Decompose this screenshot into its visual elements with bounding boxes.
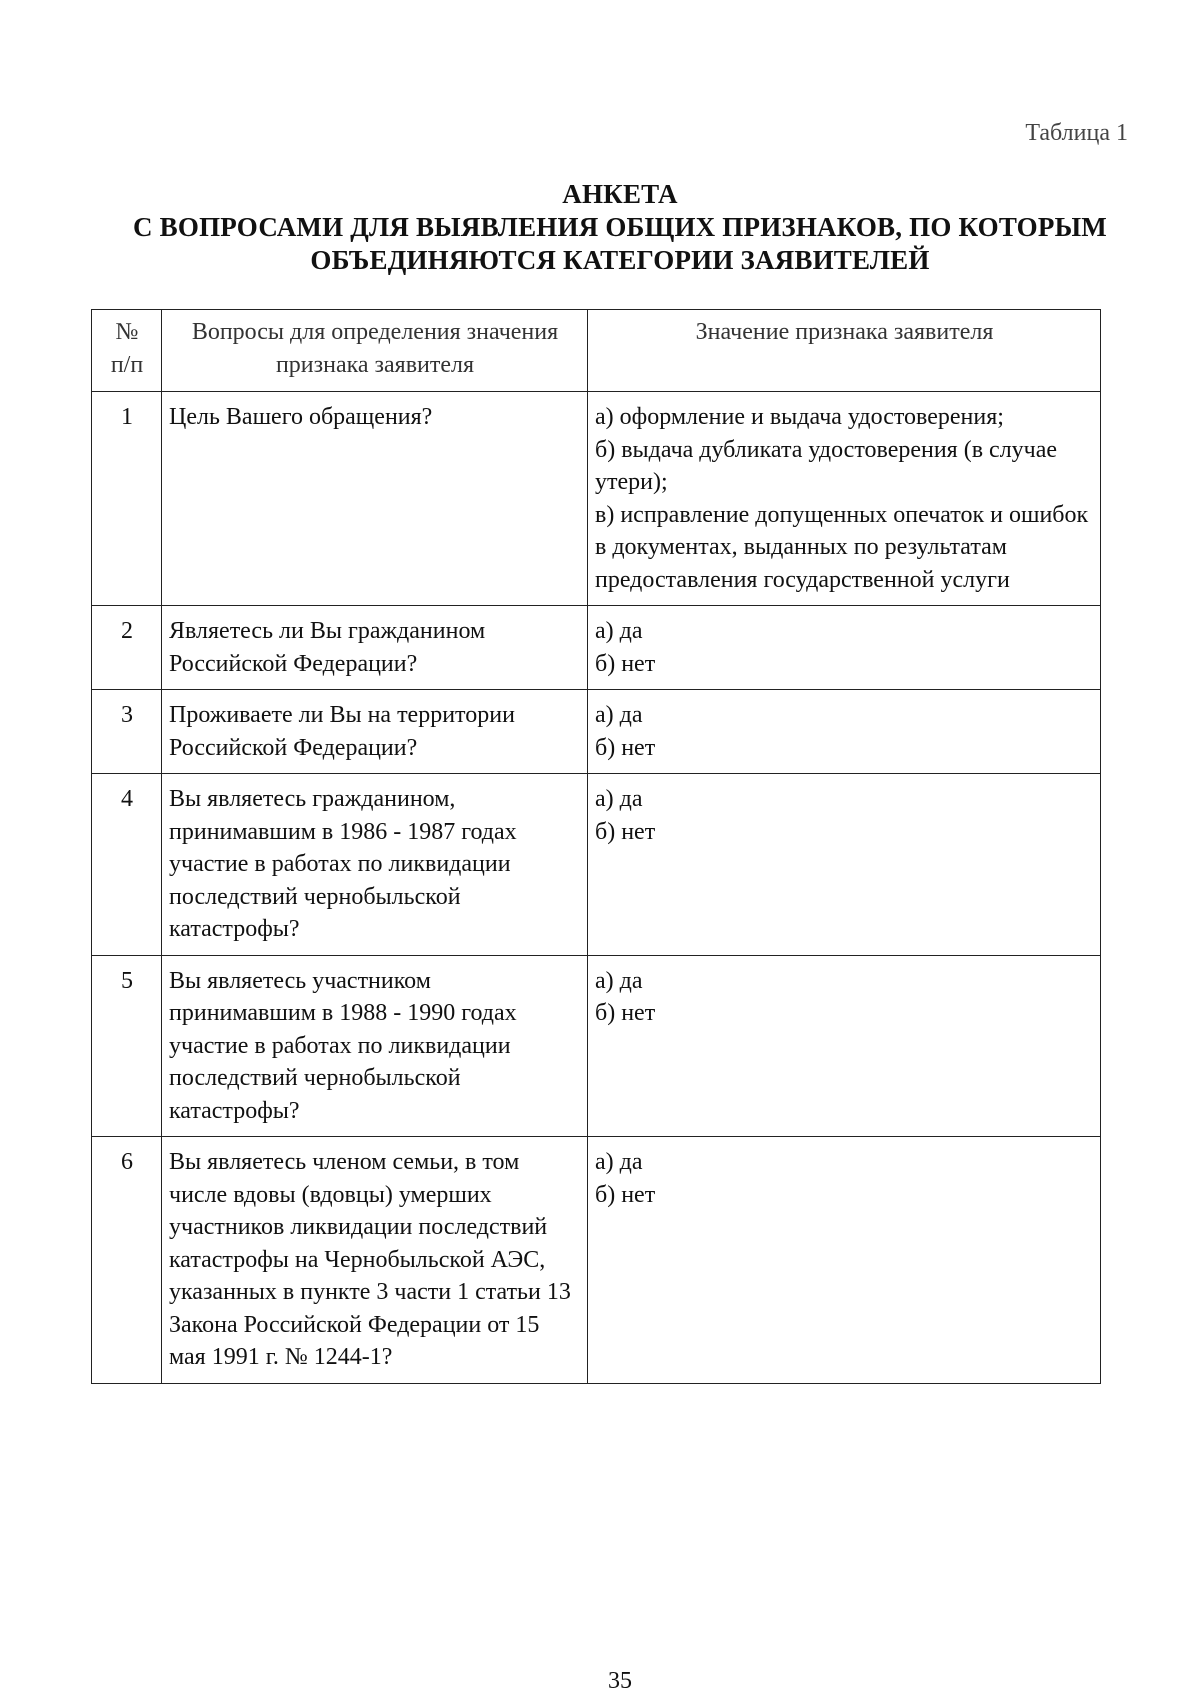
header-number-text: № п/п xyxy=(110,319,144,378)
table-row xyxy=(92,955,1101,1137)
row-number: 2 xyxy=(92,606,162,690)
row-answers xyxy=(588,955,1101,1137)
row-question: Проживаете ли Вы на территории Российской Федерации? xyxy=(162,690,588,774)
answer-option: б) нет xyxy=(595,650,656,677)
table-row xyxy=(92,606,1101,690)
row-number: 5 xyxy=(92,955,162,1137)
row-question: Цель Вашего обращения? xyxy=(162,392,588,606)
table-row xyxy=(92,690,1101,774)
table-row xyxy=(92,774,1101,956)
answer-option: б) нет xyxy=(595,818,656,845)
table-number-label: Таблица 1 xyxy=(1025,120,1128,146)
row-number: 1 xyxy=(92,392,162,606)
answer-option: в) исправление допущенных опечаток и ошибок в документах, выданных по результатам предоставления государственной услуги xyxy=(595,501,1089,593)
answer-option: б) нет xyxy=(595,1000,656,1026)
row-answers xyxy=(588,392,1101,606)
row-question: Являетесь ли Вы гражданином Российской Федерации? xyxy=(162,606,588,690)
row-number: 4 xyxy=(92,774,162,956)
row-answers xyxy=(588,774,1101,956)
row-number: 6 xyxy=(92,1137,162,1384)
row-answers xyxy=(588,690,1101,774)
table-header-row xyxy=(92,310,1101,392)
header-number xyxy=(92,310,162,392)
table-body xyxy=(92,392,1101,1384)
page-number: 35 xyxy=(608,1668,632,1694)
row-number: 3 xyxy=(92,690,162,774)
heading-line-2: С ВОПРОСАМИ ДЛЯ ВЫЯВЛЕНИЯ ОБЩИХ ПРИЗНАКОВ, ПО КОТОРЫМ xyxy=(133,212,1107,242)
row-answers xyxy=(588,1137,1101,1384)
answer-option: а) да xyxy=(595,967,643,994)
row-question: Вы являетесь членом семьи, в том числе вдовы (вдовцы) умерших участников ликвидации последствий катастрофы на Чернобыльской АЭС, указанных в пункте 3 части 1 статьи 13 Закона Российской Федерации от 15 мая 1991 г. № 1244-1? xyxy=(162,1137,588,1384)
table-row xyxy=(92,392,1101,606)
row-question: Вы являетесь участником принимавшим в 1988 - 1990 годах участие в работах по ликвидации последствий чернобыльской катастрофы? xyxy=(162,955,588,1137)
row-answers xyxy=(588,606,1101,690)
table-row xyxy=(92,1137,1101,1384)
heading-line-3: ОБЪЕДИНЯЮТСЯ КАТЕГОРИИ ЗАЯВИТЕЛЕЙ xyxy=(310,245,930,275)
answer-option: а) да xyxy=(595,702,643,728)
answer-option: б) нет xyxy=(595,1181,656,1208)
answer-option: а) да xyxy=(595,618,643,644)
answer-option: а) да xyxy=(595,1149,643,1175)
heading-line-1: АНКЕТА xyxy=(562,179,678,209)
header-question: Вопросы для определения значения признака заявителя xyxy=(162,310,588,392)
answer-option: а) да xyxy=(595,786,643,812)
answer-option: б) выдача дубликата удостоверения (в случае утери); xyxy=(595,436,1058,495)
header-answer: Значение признака заявителя xyxy=(588,310,1101,392)
answer-option: б) нет xyxy=(595,734,656,761)
questionnaire-table xyxy=(91,309,1101,1384)
row-question: Вы являетесь гражданином, принимавшим в 1986 - 1987 годах участие в работах по ликвидации последствий чернобыльской катастрофы? xyxy=(162,774,588,956)
document-heading xyxy=(0,178,1200,277)
answer-option: а) оформление и выдача удостоверения; xyxy=(595,404,1004,430)
